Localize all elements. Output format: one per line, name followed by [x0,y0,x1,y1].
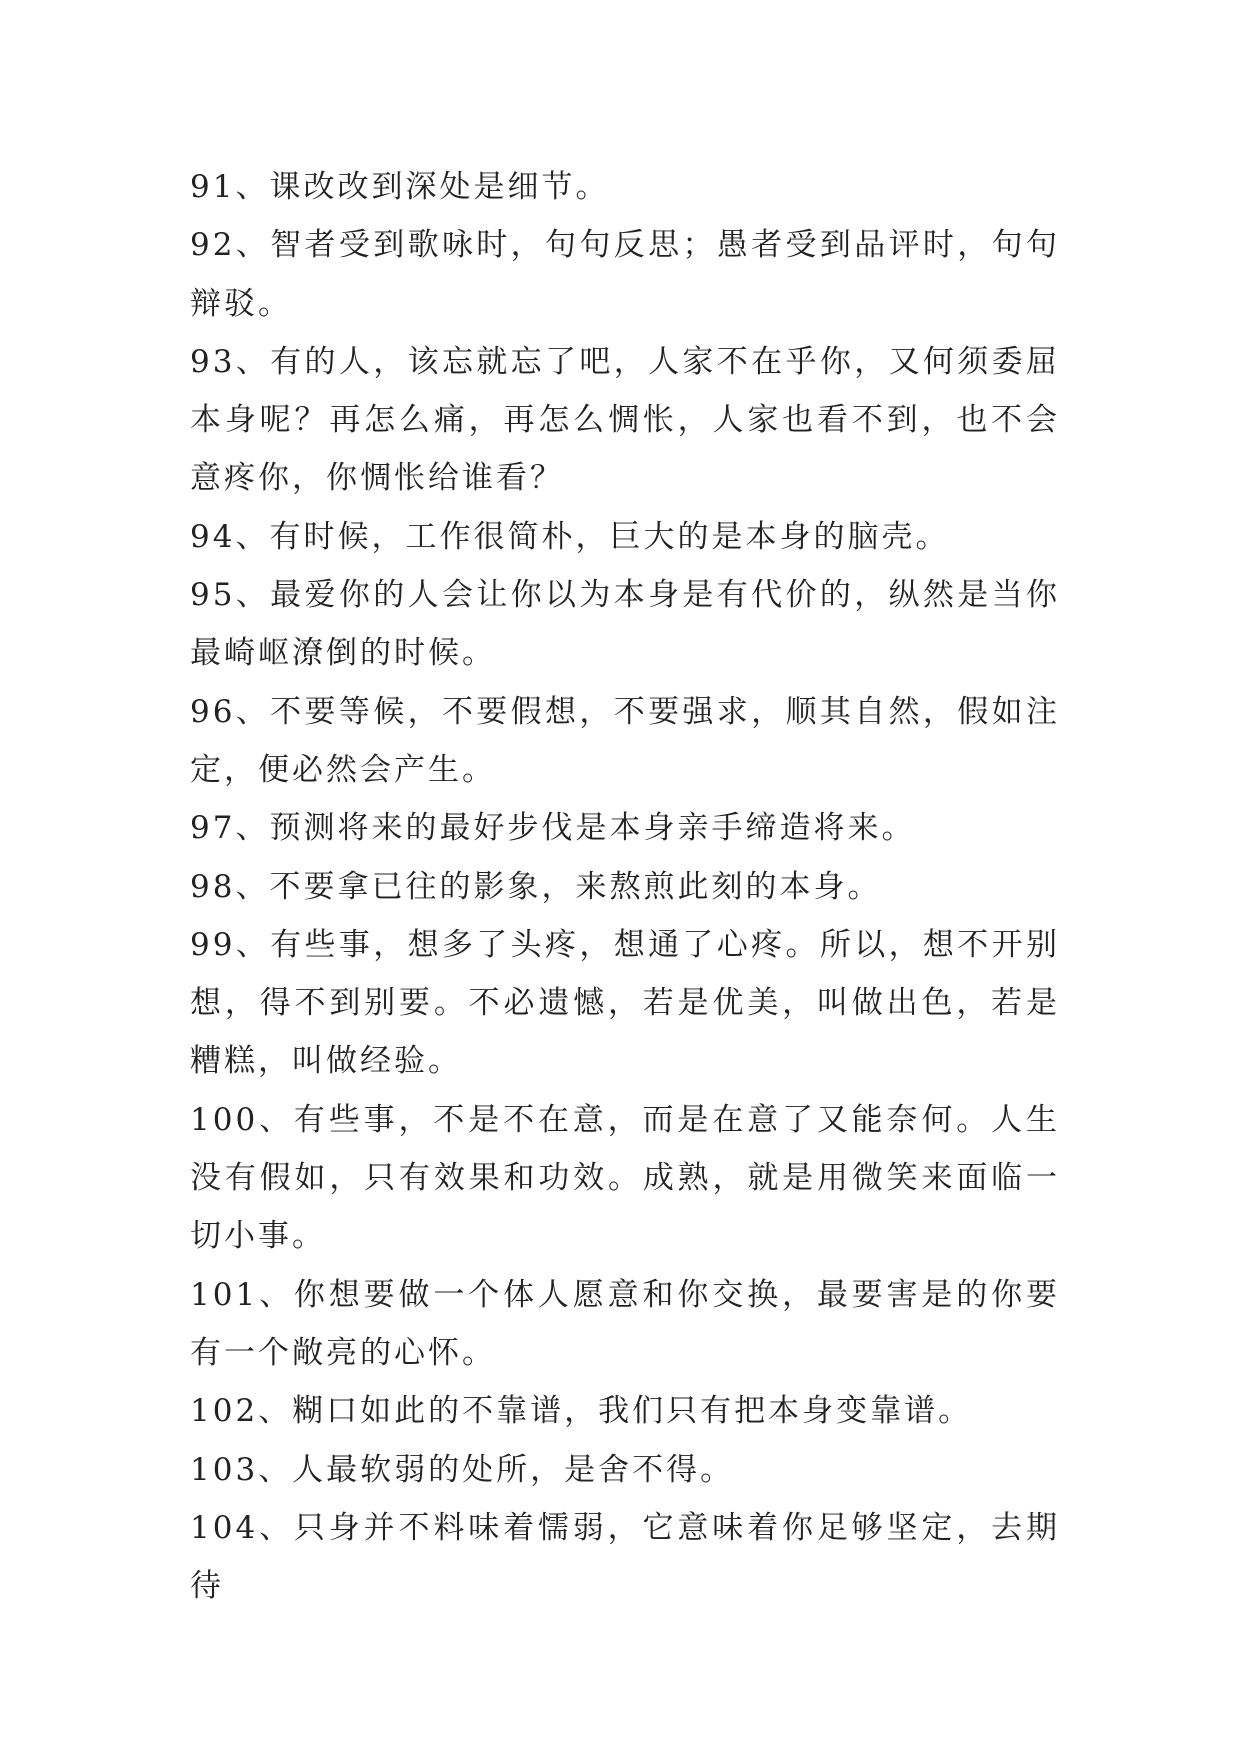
paragraph-98: 98、不要拿已往的影象，来熬煎此刻的本身。 [190,868,882,905]
paragraph-99: 99、有些事，想多了头疼，想通了心疼。所以，想不开别想，得不到别要。不必遗憾，若是优美，叫做出色，若是糟糕，叫做经验。 [190,926,1060,1080]
paragraph-93: 93、有的人，该忘就忘了吧，人家不在乎你，又何须委屈本身呢？再怎么痛，再怎么惆怅，人家也看不到，也不会意疼你，你惆怅给谁看？ [190,343,1060,497]
document-body [190,158,1060,1615]
paragraph-104: 104、只身并不料味着懦弱，它意味着你足够坚定，去期待 [190,1509,1060,1605]
paragraph-96: 96、不要等候，不要假想，不要强求，顺其自然，假如注定，便必然会产生。 [190,693,1060,788]
paragraph-95: 95、最爱你的人会让你以为本身是有代价的，纵然是当你最崎岖潦倒的时候。 [190,577,1060,672]
paragraph-94: 94、有时候，工作很简朴，巨大的是本身的脑壳。 [190,518,950,555]
paragraph-103: 103、人最软弱的处所，是舍不得。 [190,1451,735,1488]
paragraph-101: 101、你想要做一个体人愿意和你交换，最要害是的你要有一个敞亮的心怀。 [190,1276,1060,1371]
paragraph-92: 92、智者受到歌咏时，句句反思；愚者受到品评时，句句辩驳。 [190,227,1060,322]
paragraph-102: 102、糊口如此的不靠谱，我们只有把本身变靠谱。 [190,1393,973,1430]
paragraph-97: 97、预测将来的最好步伐是本身亲手缔造将来。 [190,810,916,847]
paragraph-91: 91、课改改到深处是细节。 [190,169,610,205]
paragraph-100: 100、有些事，不是不在意，而是在意了又能奈何。人生没有假如，只有效果和功效。成熟，就是用微笑来面临一切小事。 [190,1101,1060,1255]
